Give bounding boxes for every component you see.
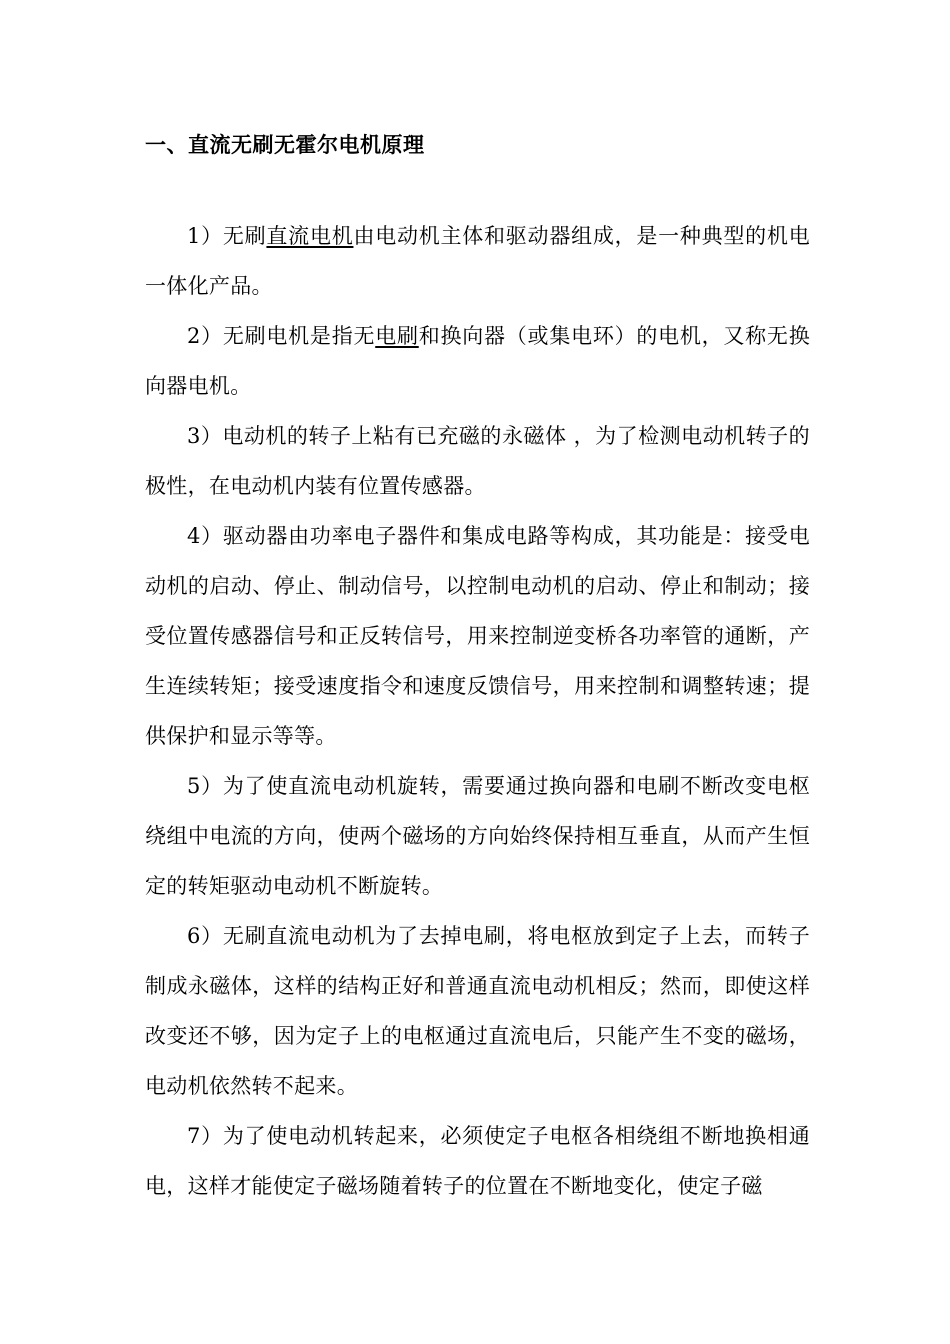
hyperlink-brush[interactable]: 电刷 xyxy=(375,324,419,348)
paragraph-4: 4）驱动器由功率电子器件和集成电路等构成，其功能是：接受电动机的启动、停止、制动信号，以控制电动机的启动、停止和制动；接受位置传感器信号和正反转信号，用来控制逆变桥各功率管的通断，产生连续转矩；接受速度指令和速度反馈信号，用来控制和调整转速；提供保护和显示等等。 xyxy=(145,524,810,748)
paragraph-7: 7）为了使电动机转起来，必须使定子电枢各相绕组不断地换相通电，这样才能使定子磁场随着转子的位置在不断地变化，使定子磁 xyxy=(145,1124,810,1198)
paragraph-2 xyxy=(145,311,810,411)
paragraph-2-text-start: 2）无刷电机是指无 xyxy=(187,324,376,348)
paragraph-1-text-end: 由电动机主体和驱动器组成，是一种典型的机电一体化产品。 xyxy=(145,224,810,298)
hyperlink-dc-motor[interactable]: 直流电机 xyxy=(266,224,354,248)
paragraph-1-text-start: 1）无刷 xyxy=(187,224,267,248)
document-body xyxy=(145,211,810,1211)
section-heading: 一、直流无刷无霍尔电机原理 xyxy=(145,132,425,157)
paragraph-2-text-end: 和换向器（或集电环）的电机，又称无换向器电机。 xyxy=(145,324,810,398)
paragraph-6: 6）无刷直流电动机为了去掉电刷，将电枢放到定子上去，而转子制成永磁体，这样的结构正好和普通直流电动机相反；然而，即使这样改变还不够，因为定子上的电枢通过直流电后，只能产生不变的磁场，电动机依然转不起来。 xyxy=(145,924,810,1098)
paragraph-5: 5）为了使直流电动机旋转，需要通过换向器和电刷不断改变电枢绕组中电流的方向，使两个磁场的方向始终保持相互垂直，从而产生恒定的转矩驱动电动机不断旋转。 xyxy=(145,774,810,898)
paragraph-3: 3）电动机的转子上粘有已充磁的永磁体 ，为了检测电动机转子的极性，在电动机内装有位置传感器。 xyxy=(145,424,810,498)
paragraph-1 xyxy=(145,211,810,311)
